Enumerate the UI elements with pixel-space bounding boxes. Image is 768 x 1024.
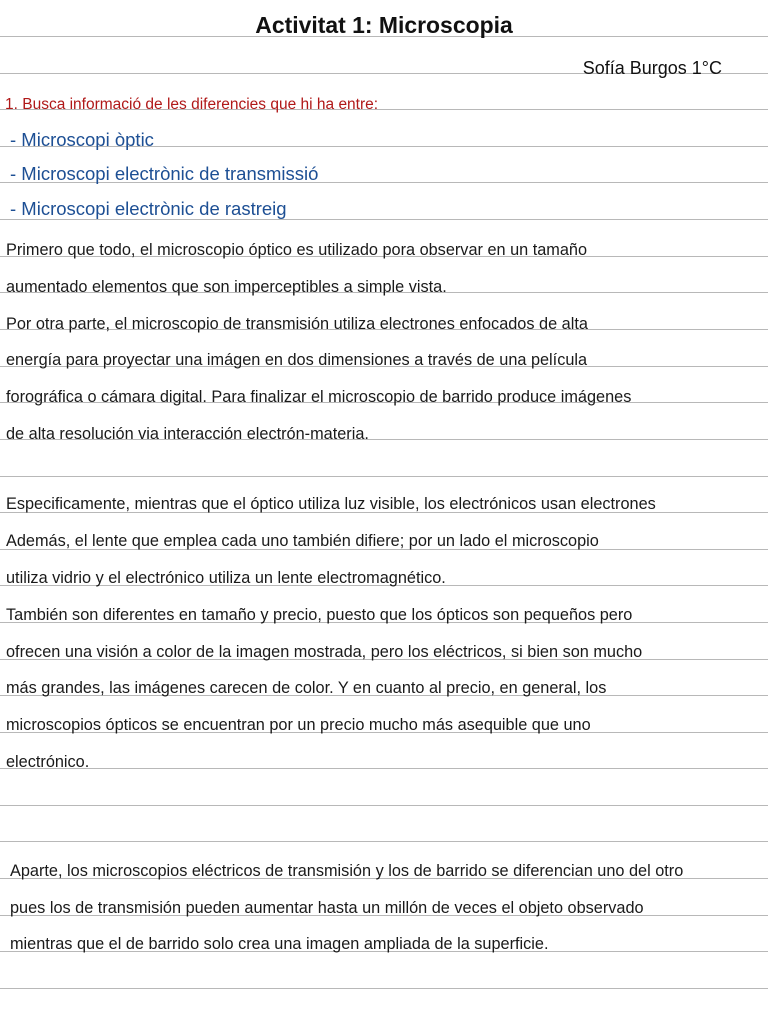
paragraph-line: forográfica o cámara digital. Para finalizar el microscopio de barrido produce imágenes	[6, 388, 632, 406]
paragraph-line: de alta resolución via interacción electrón-materia.	[6, 425, 369, 443]
paragraph-line: También son diferentes en tamaño y precio, puesto que los ópticos son pequeños pero	[6, 606, 633, 624]
ruled-line	[0, 476, 768, 477]
list-item: - Microscopi electrònic de rastreig	[10, 198, 287, 219]
paragraph-line: utiliza vidrio y el electrónico utiliza un lente electromagnético.	[6, 569, 446, 587]
ruled-line	[0, 988, 768, 989]
paragraph-line: Además, el lente que emplea cada uno también difiere; por un lado el microscopio	[6, 532, 599, 550]
list-item: - Microscopi electrònic de transmissió	[10, 163, 319, 184]
paragraph-line: más grandes, las imágenes carecen de color. Y en cuanto al precio, en general, los	[6, 679, 607, 697]
paragraph-line: ofrecen una visión a color de la imagen mostrada, pero los eléctricos, si bien son mucho	[6, 643, 643, 661]
paragraph-line: aumentado elementos que son imperceptibles a simple vista.	[6, 278, 447, 296]
paragraph-line: microscopios ópticos se encuentran por un precio mucho más asequible que uno	[6, 716, 591, 734]
ruled-line	[0, 841, 768, 842]
ruled-line	[0, 219, 768, 220]
document-title: Activitat 1: Microscopia	[255, 12, 513, 38]
paragraph-line: Primero que todo, el microscopio óptico es utilizado pora observar en un tamaño	[6, 241, 588, 259]
paragraph-line: Aparte, los microscopios eléctricos de transmisión y los de barrido se diferencian uno del otro	[10, 862, 684, 880]
ruled-line	[0, 768, 768, 769]
paragraph-line: electrónico.	[6, 753, 90, 771]
paragraph-line: pues los de transmisión pueden aumentar hasta un millón de veces el objeto observado	[10, 899, 644, 917]
ruled-line	[0, 805, 768, 806]
list-item: - Microscopi òptic	[10, 129, 154, 150]
paragraph-line: Por otra parte, el microscopio de transmisión utiliza electrones enfocados de alta	[6, 315, 588, 333]
question-prompt: 1. Busca informació de les diferencies que hi ha entre:	[5, 96, 379, 113]
paragraph-line: energía para proyectar una imágen en dos dimensiones a través de una película	[6, 351, 588, 369]
paragraph-line: mientras que el de barrido solo crea una imagen ampliada de la superficie.	[10, 935, 549, 953]
author-line: Sofía Burgos 1°C	[582, 58, 722, 78]
paragraph-line: Especificamente, mientras que el óptico utiliza luz visible, los electrónicos usan electrones	[6, 495, 656, 513]
